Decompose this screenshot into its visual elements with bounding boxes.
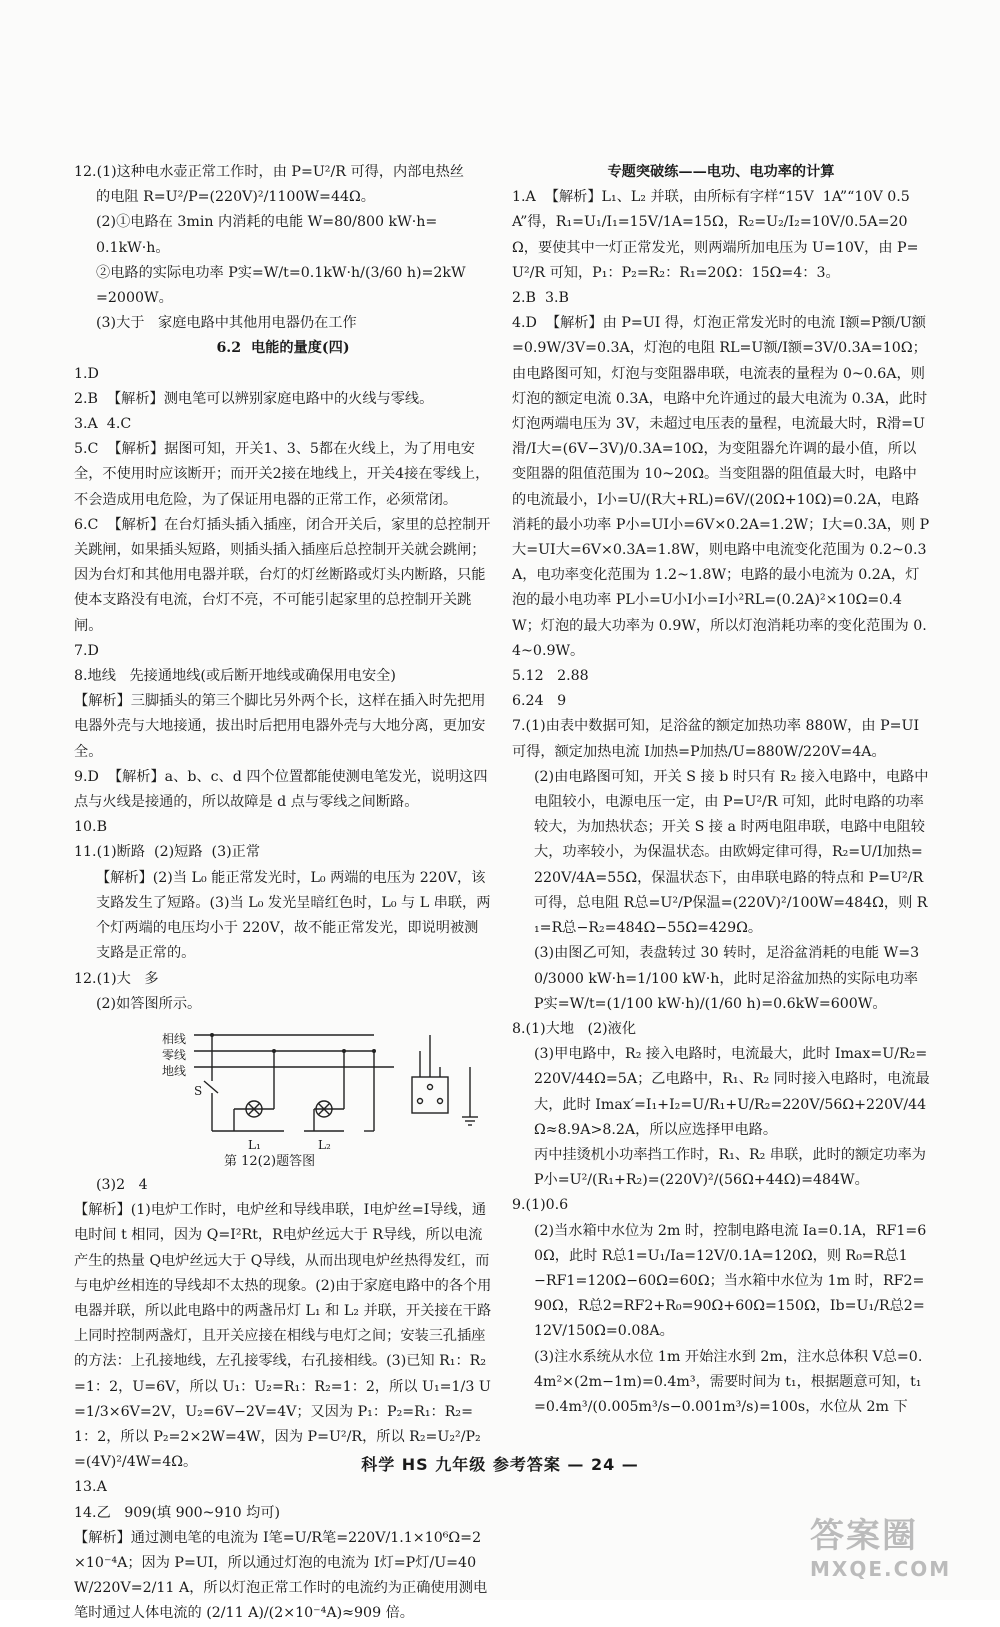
answer-line: 【解析】(2)当 L₀ 能正常发光时，L₀ 两端的电压为 220V，该支路发生了短路。(3)当 L₀ 发光呈暗红色时，L₀ 与 L 串联，两个灯两端的电压均小于 220V，故不能正常发光，即说明被测支路是正常的。	[96, 869, 491, 962]
answer-line: 8.(1)大地 (2)液化	[512, 1020, 637, 1037]
answer-line: 13.A	[74, 1479, 107, 1496]
answer-line: 【解析】三脚插头的第三个脚比另外两个长，这样在插入时先把用电器外壳与大地接通，拔出时后把用电器外壳与大地分离，更加安全。	[74, 693, 486, 760]
answer-line: 7.D	[74, 642, 99, 659]
right-column	[512, 160, 930, 1420]
watermark-logo	[810, 1508, 970, 1586]
label-neutral-wire: 零线	[162, 1047, 187, 1062]
answer-line: (3)大于 家庭电路中其他用电器仍在工作	[96, 315, 357, 332]
answer-line: 11.(1)断路 (2)短路 (3)正常	[74, 844, 261, 861]
answer-line: 6.C 【解析】在台灯插头插入插座，闭合开关后，家里的总控制开关跳闸，如果插头短路，则插头插入插座后总控制开关就会跳闸；因为台灯和其他用电器并联，台灯的灯丝断路或灯头内断路，只能使本支路没有电流，台灯不亮，不可能引起家里的总控制开关跳闸。	[74, 516, 491, 634]
answer-line: 7.(1)由表中数据可知，足浴盆的额定加热功率 880W，由 P=UI 可得，额定加热电流 I加热=P加热/U=880W/220V=4A。	[512, 718, 924, 760]
answer-line: 12.(1)这种电水壶正常工作时，由 P=U²/R 可得，内部电热丝	[74, 164, 464, 180]
answer-line: 0.1kW·h。	[96, 239, 170, 256]
figure-caption: 第 12(2)题答图	[224, 1153, 316, 1169]
answer-line: ②电路的实际电功率 P实=W/t=0.1kW·h/(3/60 h)=2kW	[96, 264, 466, 281]
answer-line: 丙中挂烫机小功率挡工作时，R₁、R₂ 串联，此时的额定功率为 P小=U²/(R₁+R₂)=(220V)²/(56Ω+44Ω)=484W。	[534, 1146, 931, 1189]
answer-line: 专题突破练——电功、电功率的计算	[607, 164, 835, 180]
answer-line: 1.D	[74, 365, 99, 382]
watermark-text: 答案圈	[810, 1516, 918, 1556]
circuit-figure	[74, 1021, 492, 1171]
answer-line: 2.B 3.B	[512, 290, 569, 307]
label-switch: S	[194, 1083, 203, 1098]
answer-line: (3)2 4	[96, 1176, 148, 1193]
answer-line: 9.(1)0.6	[512, 1197, 569, 1214]
answer-line: (2)由电路图可知，开关 S 接 b 时只有 R₂ 接入电路中，电路中电阻较小，电源电压一定，由 P=U²/R 可知，此时电路的功率较大，为加热状态；开关 S 接 a 时两电阻串联，电路中电阻较大，功率较小，为保温状态。由欧姆定律可得，R₂=U/I加热=220V/4A=55Ω，保温状态下，由串联电路的特点和 P=U²/R 可得，总电阻 R总=U²/P保温=(220V)²/100W=484Ω，则 R₁=R总−R₂=484Ω−55Ω=429Ω。	[534, 768, 929, 937]
answer-line: 5.C 【解析】据图可知，开关1、3、5都在火线上，为了用电安全，不使用时应该断开；而开关2接在地线上，开关4接在零线上，不会造成用电危险，为了保证用电器的正常工作，必须常闭。	[74, 441, 490, 508]
label-lamp-1: L₁	[248, 1137, 261, 1152]
answer-line: 6.24 9	[512, 693, 567, 710]
answer-line: 14.乙 909(填 900~910 均可)	[74, 1504, 281, 1521]
right-answers	[512, 160, 930, 1420]
answer-line: (3)注水系统从水位 1m 开始注水到 2m，注水总体积 V总=0.4m²×(2m−1m)=0.4m³，需要时间为 t₁，根据题意可知，t₁=0.4m³/(0.005m³/s−0.001m³/s)=100s，水位从 2m 下	[534, 1348, 923, 1415]
watermark-url: MXQE.COM	[810, 1557, 952, 1581]
answer-line: 5.12 2.88	[512, 668, 589, 685]
answer-line: 2.B 【解析】测电笔可以辨别家庭电路中的火线与零线。	[74, 390, 434, 407]
answer-line: =2000W。	[96, 290, 173, 307]
answer-line: (2)①电路在 3min 内消耗的电能 W=80/800 kW·h=	[96, 214, 438, 231]
answer-line: 【解析】通过测电笔的电流为 I笔=U/R笔=220V/1.1×10⁶Ω=2×10⁻⁴A；因为 P=UI，所以通过灯泡的电流为 I灯=P灯/U=40W/220V=2/11 A，所以灯泡正常工作时的电流约为正确使用测电笔时通过人体电流的 (2/11 A)/(2×10⁻⁴A)≈909 倍。	[74, 1529, 488, 1622]
label-live-wire: 相线	[162, 1031, 187, 1046]
answer-line: 12.(1)大 多	[74, 970, 159, 987]
label-ground-wire: 地线	[162, 1063, 187, 1078]
answer-line: 的电阻 R=U²/P=(220V)²/1100W=44Ω。	[96, 189, 375, 206]
answer-line: 10.B	[74, 819, 107, 836]
answer-line: 6.2 电能的量度(四)	[216, 340, 350, 357]
answer-line: 8.地线 先接通地线(或后断开地线或确保用电安全)	[74, 668, 396, 685]
answer-line: (2)当水箱中水位为 2m 时，控制电路电流 Ia=0.1A，RF1=60Ω，此时 R总1=U₁/Ia=12V/0.1A=120Ω，则 R₀=R总1−RF1=120Ω−60Ω=60Ω；当水箱中水位为 1m 时，RF2=90Ω，R总2=RF2+R₀=90Ω+60Ω=150Ω，Ib=U₁/R总2=12V/150Ω=0.08A。	[534, 1222, 927, 1340]
answer-line: (3)甲电路中，R₂ 接入电路时，电流最大，此时 Imax=U/R₂=220V/44Ω=5A；乙电路中，R₁、R₂ 同时接入电路时，电流最大，此时 Imax′=I₁+I₂=U/R₁+U/R₂=220V/56Ω+220V/44Ω≈8.9A>8.2A，所以应选择甲电路。	[534, 1046, 930, 1138]
page-footer: 科学 HS 九年级 参考答案 — 24 —	[361, 1455, 639, 1474]
answer-line: 【解析】(1)电炉工作时，电炉丝和导线串联，I电炉丝=I导线，通电时间 t 相同，因为 Q=I²Rt，R电炉丝远大于 R导线，所以电流产生的热量 Q电炉丝远大于 Q导线，从而出现电炉丝热得发红，而与电炉丝相连的导线却不太热的现象。(2)由于家庭电路中的各个用电器并联，所以此电路中的两盏吊灯 L₁ 和 L₂ 并联，开关接在干路上同时控制两盏灯，且开关应接在相线与电灯之间；安装三孔插座的方法：上孔接地线，左孔接零线，右孔接相线。(3)已知 R₁：R₂=1：2，U=6V，所以 U₁：U₂=R₁：R₂=1：2，所以 U₁=1/3 U=1/3×6V=2V，U₂=6V−2V=4V；又因为 P₁：P₂=R₁：R₂=1：2，所以 P₂=2×2W=4W，因为 P=U²/R，所以 R₂=U₂²/P₂=(4V)²/4W=4Ω。	[74, 1202, 492, 1471]
answer-line: 4.D 【解析】由 P=UI 得，灯泡正常发光时的电流 I额=P额/U额=0.9W/3V=0.3A，灯泡的电阻 RL=U额/I额=3V/0.3A=10Ω；由电路图可知，灯泡与变阻器串联，电流表的量程为 0~0.6A，则灯泡的额定电流 0.3A，电路中允许通过的最大电流为 0.3A，此时灯泡两端电压为 3V，未超过电压表的量程，电流最大时，R滑=U滑/I大=(6V−3V)/0.3A=10Ω，为变阻器允许调的最小值，所以变阻器的阻值范围为 10~20Ω。当变阻器的阻值最大时，电路中的电流最小，I小=U/(R大+RL)=6V/(20Ω+10Ω)=0.2A，电路消耗的最小功率 P小=UI小=6V×0.2A=1.2W；I大=0.3A，则 P大=UI大=6V×0.3A=1.8W，则电路中电流变化范围为 0.2~0.3A，电功率变化范围为 1.2~1.8W；电路的最小电流为 0.2A，灯泡的最小电功率 PL小=U小I小=I小²RL=(0.2A)²×10Ω=0.4W；灯泡的最大功率为 0.9W，所以灯泡消耗功率的变化范围为 0.4~0.9W。	[512, 315, 930, 659]
label-lamp-2: L₂	[318, 1137, 331, 1152]
left-column	[74, 160, 492, 1627]
circuit-diagram	[74, 1021, 492, 1151]
left-answers-top	[74, 160, 492, 1017]
answer-line: (2)如答图所示。	[96, 995, 202, 1012]
answer-line: (3)由图乙可知，表盘转过 30 转时，足浴盆消耗的电能 W=30/3000 kW·h=1/100 kW·h，此时足浴盆加热的实际电功率 P实=W/t=(1/100 kW·h)/(1/60 h)=0.6kW=600W。	[534, 945, 923, 1012]
answer-line: 3.A 4.C	[74, 416, 132, 433]
left-answers-bottom	[74, 1173, 492, 1627]
answer-line: 1.A 【解析】L₁、L₂ 并联，由所标有字样“15V 1A”“10V 0.5A”得，R₁=U₁/I₁=15V/1A=15Ω，R₂=U₂/I₂=10V/0.5A=20Ω，要使其中一灯正常发光，则两端所加电压为 U=10V，由 P=U²/R 可知，P₁：P₂=R₂：R₁=20Ω：15Ω=4：3。	[512, 189, 919, 281]
answer-line: 9.D 【解析】a、b、c、d 四个位置都能使测电笔发光，说明这四点与火线是接通的，所以故障是 d 点与零线之间断路。	[74, 768, 488, 811]
